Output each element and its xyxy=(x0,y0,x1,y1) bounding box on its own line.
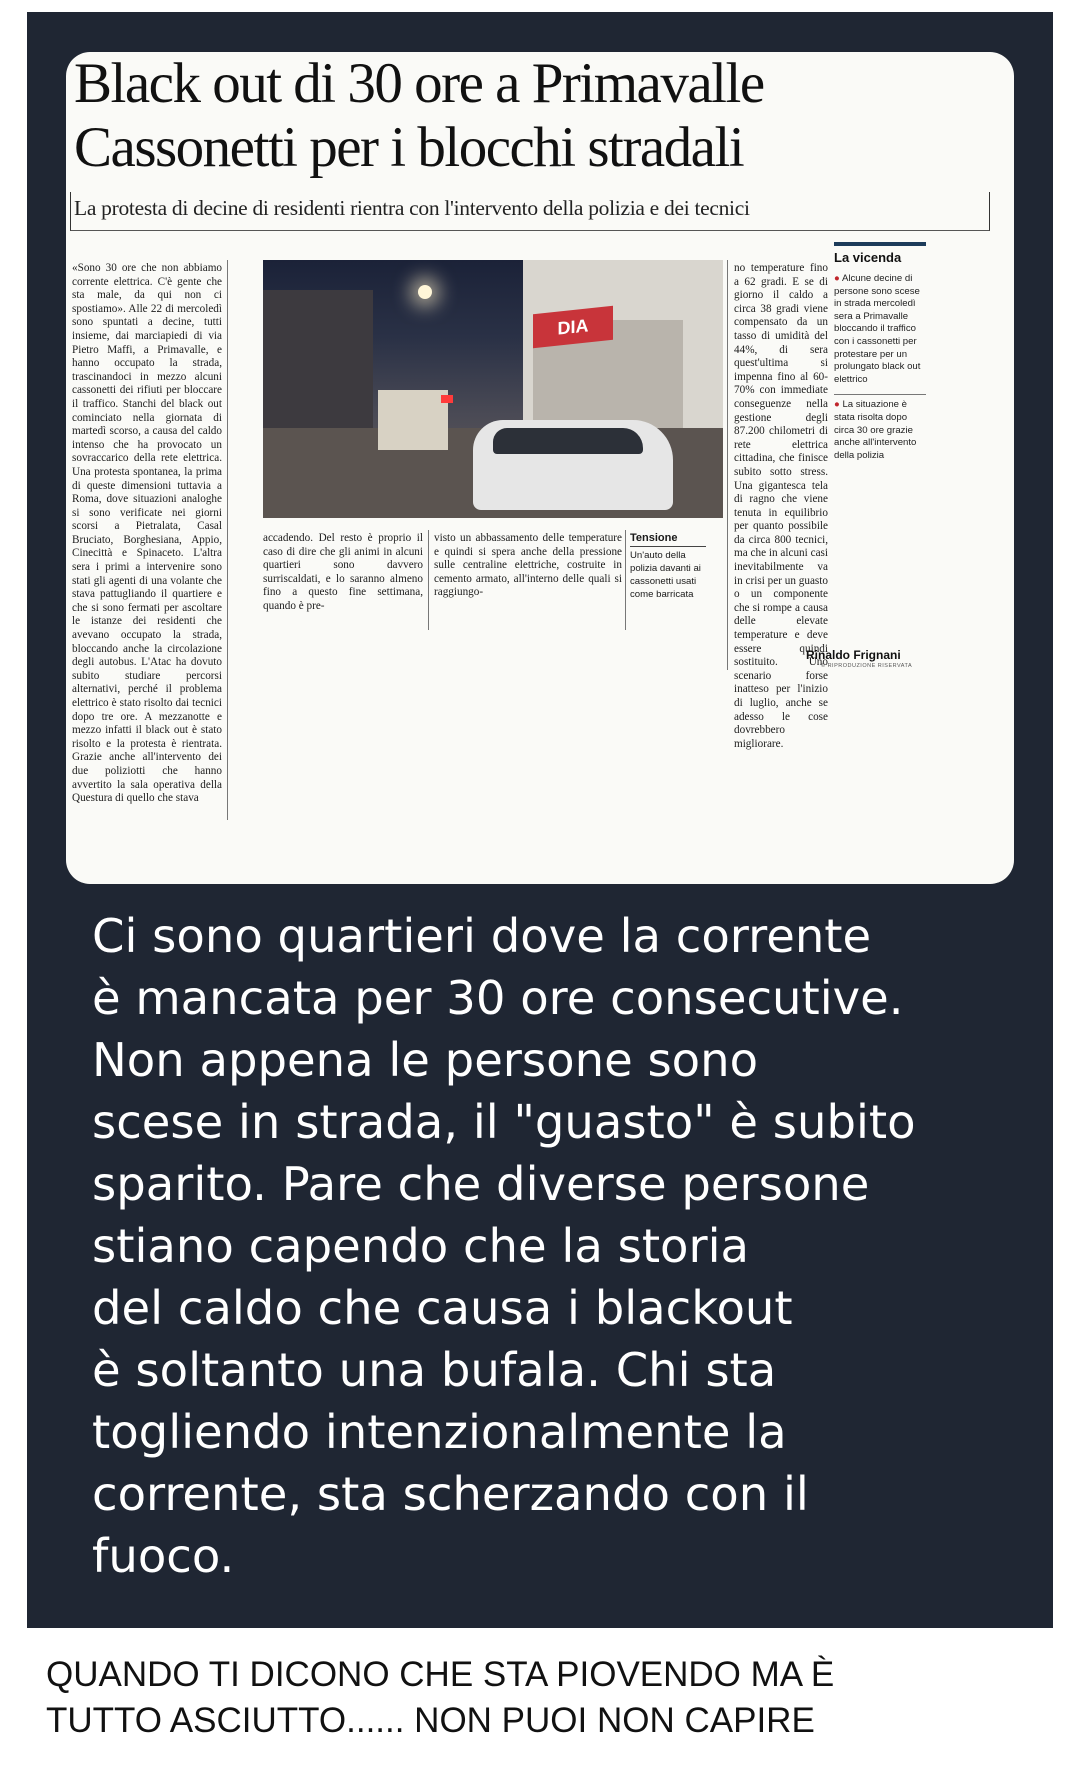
photo-van xyxy=(378,390,448,450)
article-column-4: no temperature fino a 62 gradi. E se di giorno il caldo a circa 38 gradi viene compensato da un tasso di umidità del 44%, di sera quest'ultima si impenna fino al 60-70% con immediate conseguenze nella gestione degli 87.200 chilometri di rete elettrica cittadina, che finisce subito sotto stress. Una gigantesca tela di ragno che viene tenuta in equilibrio per quanto possibile da circa 800 tecnici, ma che in alcuni casi inevitabilmente va in crisi per un guasto o un componente che si rompe a causa delle elevate temperature e deve essere quindi sostituito. Uno scenario forse inatteso per l'inizio di luglio, anche se adesso le cose dovrebbero migliorare. xyxy=(734,262,828,750)
sidebar-item-1-text: Alcune decine di persone sono scese in strada mercoledì sera a Primavalle bloccando il traffico con i cassonetti per protestare per un prolungato black out elettrico xyxy=(834,273,921,385)
sidebar-item-2 xyxy=(834,394,926,462)
headline-line-2: Cassonetti per i blocchi stradali xyxy=(74,116,744,179)
sidebar-title: La vicenda xyxy=(834,242,926,265)
column-divider xyxy=(727,260,728,670)
photo-car-window xyxy=(493,428,643,454)
column-divider xyxy=(625,530,626,630)
sidebar-item-1 xyxy=(834,273,926,386)
article-byline: Rinaldo Frignani xyxy=(806,648,901,662)
clipping-subhead: La protesta di decine di residenti rientra con l'intervento della polizia e dei tecnici xyxy=(74,196,750,220)
article-column-2: accadendo. Del resto è proprio il caso di dire che gli animi in alcuni quartieri sono davvero surriscaldati, e lo saranno almeno fino a questo fine settimana, quando è pre- xyxy=(263,532,423,612)
post-caption: Ci sono quartieri dove la corrente è mancata per 30 ore consecutive. Non appena le persone sono scese in strada, il "guasto" è subito sparito. Pare che diverse persone stiano capendo che la storia del caldo che causa i blackout è soltanto una bufala. Chi sta togliendo intenzionalmente la corrente, sta scherzando con il fuoco. xyxy=(92,909,916,1583)
photo-siren xyxy=(441,395,453,403)
newspaper-clipping[interactable] xyxy=(66,52,1014,884)
column-divider xyxy=(428,530,429,630)
sidebar-item-2-text: La situazione è stata risolta dopo circa 30 ore grazie anche all'intervento della polizia xyxy=(834,399,917,461)
bullet-icon: ● xyxy=(834,273,840,284)
bullet-icon: ● xyxy=(834,399,840,411)
article-column-3: visto un abbassamento delle temperature e quindi si spera anche della pressione sulle centraline elettriche, costruite in cemento armato, all'interno delle quali si raggiungo- xyxy=(434,532,622,599)
column-divider xyxy=(227,260,228,820)
article-column-1: «Sono 30 ore che non abbiamo corrente elettrica. C'è gente che sta male, da qui non ci spostiamo». Alle 22 di mercoledì sono spuntati a decine, tutti insieme, dai marciapiedi di via Pietro Maffi, a Primavalle, e hanno occupato la strada, trascinandoci in mezzo alcuni cassonetti dei rifiuti per bloccare il traffico. Stanchi del black out cominciato nella giornata di martedì scorso, a causa del caldo intenso che ha provocato un sovraccarico della rete elettrica. Una protesta spontanea, la prima di queste dimensioni tuttavia a Roma, dove situazioni analoghe si sono verificate nei giorni scorsi a Pietralata, Casal Bruciato, Borghesiana, Appio, Cinecittà e Spinaceto. L'altra sera i primi a intervenire sono stati gli agenti di una volante che stava pattugliando il quartiere e che si sono fermati per ascoltare le istanze dei residenti che avevano occupato la strada, bloccando anche la circolazione degli autobus. L'Atac ha dovuto subito studiare percorsi alternativi, perché il problema elettrico è stato risolto dai tecnici dopo tre ore. A mezzanotte e mezzo infatti il black out è stato risolto e la protesta è rientrata. Grazie anche all'intervento dei due poliziotti che hanno avvertito la sala operativa della Questura di quello che stava xyxy=(72,262,222,805)
copyright-notice: © RIPRODUZIONE RISERVATA xyxy=(821,663,913,669)
article-photo xyxy=(263,260,723,518)
photo-caption-text: Un'auto della polizia davanti ai cassonetti usati come barricata xyxy=(630,550,701,600)
photo-caption-box xyxy=(630,532,706,601)
sidebar-la-vicenda xyxy=(834,242,926,462)
photo-shop-sign: DIA xyxy=(533,306,613,348)
photo-street-light xyxy=(418,285,432,299)
post-text: QUANDO TI DICONO CHE STA PIOVENDO MA È TUTTO ASCIUTTO...... NON PUOI NON CAPIRE xyxy=(46,1655,835,1740)
photo-caption-title: Tensione xyxy=(630,532,706,547)
clipping-headline xyxy=(74,52,1004,180)
headline-line-1: Black out di 30 ore a Primavalle xyxy=(74,52,764,115)
